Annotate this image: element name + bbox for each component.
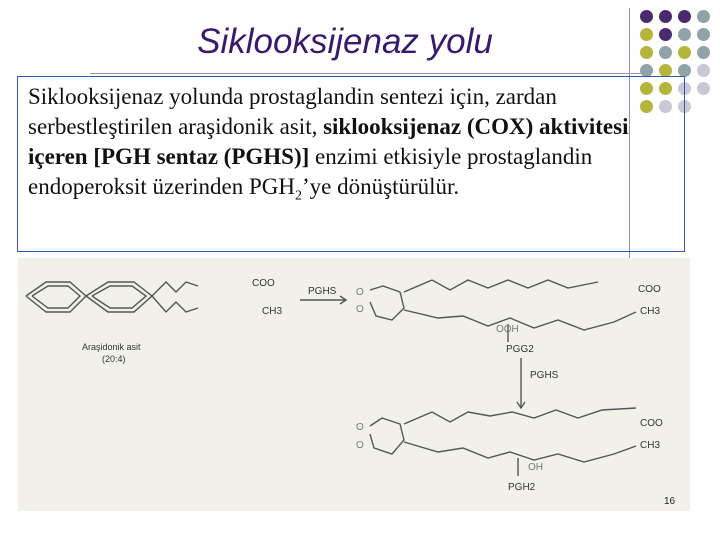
enzyme-pghs-label-1: PGHS <box>308 286 337 297</box>
reaction-diagram <box>18 258 690 511</box>
page-number: 16 <box>664 496 676 507</box>
arachidonic-ch3-label: CH3 <box>262 306 283 317</box>
decor-horizontal-line <box>90 73 650 74</box>
ring-o-top-2: O <box>356 422 364 433</box>
para-text-3: ’ye dönüştürülür. <box>302 174 460 199</box>
ring-o-bottom-1: O <box>356 304 364 315</box>
ring-o-bottom-2: O <box>356 440 364 451</box>
arachidonic-coo-label: COO <box>252 278 275 289</box>
pgg2-name-label: PGG2 <box>506 344 534 355</box>
arachidonic-name-label: Araşidonik asit <box>82 342 141 352</box>
pgh2-oh-label: OH <box>528 462 543 473</box>
pgh2-name-label: PGH2 <box>508 482 536 493</box>
pgh2-ch3-label: CH3 <box>640 440 661 451</box>
slide-title: Siklooksijenaz yolu <box>197 22 493 61</box>
arachidonic-formula-label: (20:4) <box>102 354 126 364</box>
pgg2-ch3-label: CH3 <box>640 306 661 317</box>
body-paragraph <box>28 82 683 212</box>
pgg2-ooh-label: OOH <box>496 324 519 335</box>
pgh2-coo-label: COO <box>640 418 663 429</box>
ring-o-top-1: O <box>356 287 364 298</box>
para-subscript: 2 <box>295 188 302 204</box>
reaction-diagram-svg <box>18 258 690 511</box>
para-bold-enzyme: siklooksijenaz (COX) aktivitesi içeren [PGH sentaz (PGHS)] <box>28 114 629 169</box>
para-text-1: Siklooksijenaz yolunda prostaglandin sentezi için, zardan serbestleştirilen araşidonik asit, <box>28 84 557 139</box>
enzyme-pghs-label-2: PGHS <box>530 370 559 381</box>
para-text-2: enzimi etkisiyle prostaglandin endoperoksit üzerinden PGH <box>28 144 593 199</box>
pgg2-coo-label: COO <box>638 284 661 295</box>
